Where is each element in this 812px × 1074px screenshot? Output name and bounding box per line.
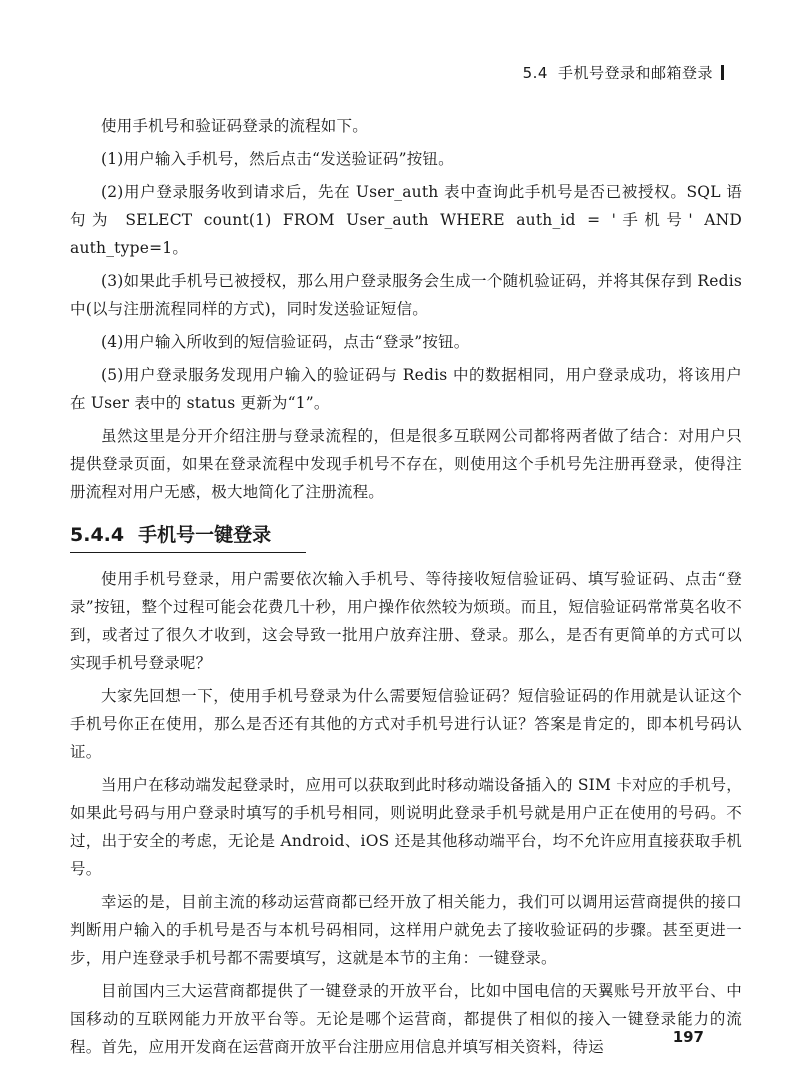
section-number: 5.4.4 (70, 524, 125, 546)
header-section-title: 手机号登录和邮箱登录 (557, 64, 713, 82)
header-section-number: 5.4 (522, 64, 548, 82)
body-text (70, 112, 742, 1066)
paragraph: 使用手机号登录，用户需要依次输入手机号、等待接收短信验证码、填写验证码、点击“登录”按钮，整个过程可能会花费几十秒，用户操作依然较为烦琐。而且，短信验证码常常莫名收不到，或者过了很久才收到，这会导致一批用户放弃注册、登录。那么，是否有更简单的方式可以实现手机号登录呢？ (70, 570, 742, 672)
paragraph: 虽然这里是分开介绍注册与登录流程的，但是很多互联网公司都将两者做了结合：对用户只提供登录页面，如果在登录流程中发现手机号不存在，则使用这个手机号先注册再登录，使得注册流程对用户无感，极大地简化了注册流程。 (70, 427, 742, 501)
paragraph: 当用户在移动端发起登录时，应用可以获取到此时移动端设备插入的 SIM 卡对应的手机号，如果此号码与用户登录时填写的手机号相同，则说明此登录手机号就是用户正在使用的号码。不过，出于安全的考虑，无论是 Android、iOS 还是其他移动端平台，均不允许应用直接获取手机号。 (70, 776, 742, 878)
paragraph: (2)用户登录服务收到请求后，先在 User_auth 表中查询此手机号是否已被授权。SQL 语句为 SELECT count(1) FROM User_auth WHERE auth_id = '手机号' AND auth_type=1。 (70, 183, 742, 257)
paragraph: (4)用户输入所收到的短信验证码，点击“登录”按钮。 (101, 333, 470, 351)
section-title: 手机号一键登录 (138, 524, 272, 546)
paragraph: 大家先回想一下，使用手机号登录为什么需要短信验证码？短信验证码的作用就是认证这个手机号你正在使用，那么是否还有其他的方式对手机号进行认证？答案是肯定的，即本机号码认证。 (70, 687, 742, 761)
paragraph: (3)如果此手机号已被授权，那么用户登录服务会生成一个随机验证码，并将其保存到 Redis 中(以与注册流程同样的方式)，同时发送验证短信。 (70, 272, 742, 318)
page-number: 197 (672, 1028, 704, 1046)
section-heading (70, 520, 306, 553)
header-bar (721, 65, 724, 80)
paragraph: 目前国内三大运营商都提供了一键登录的开放平台，比如中国电信的天翼账号开放平台、中国移动的互联网能力开放平台等。无论是哪个运营商，都提供了相似的接入一键登录能力的流程。首先，应用开发商在运营商开放平台注册应用信息并填写相关资料，待运 (70, 982, 742, 1056)
running-header (523, 62, 724, 83)
paragraph: 使用手机号和验证码登录的流程如下。 (101, 117, 368, 135)
paragraph: (5)用户登录服务发现用户输入的验证码与 Redis 中的数据相同，用户登录成功，将该用户在 User 表中的 status 更新为“1”。 (70, 366, 742, 412)
paragraph: (1)用户输入手机号，然后点击“发送验证码”按钮。 (101, 150, 454, 168)
paragraph: 幸运的是，目前主流的移动运营商都已经开放了相关能力，我们可以调用运营商提供的接口判断用户输入的手机号是否与本机号码相同，这样用户就免去了接收验证码的步骤。甚至更进一步，用户连登录手机号都不需要填写，这就是本节的主角：一键登录。 (70, 893, 742, 967)
